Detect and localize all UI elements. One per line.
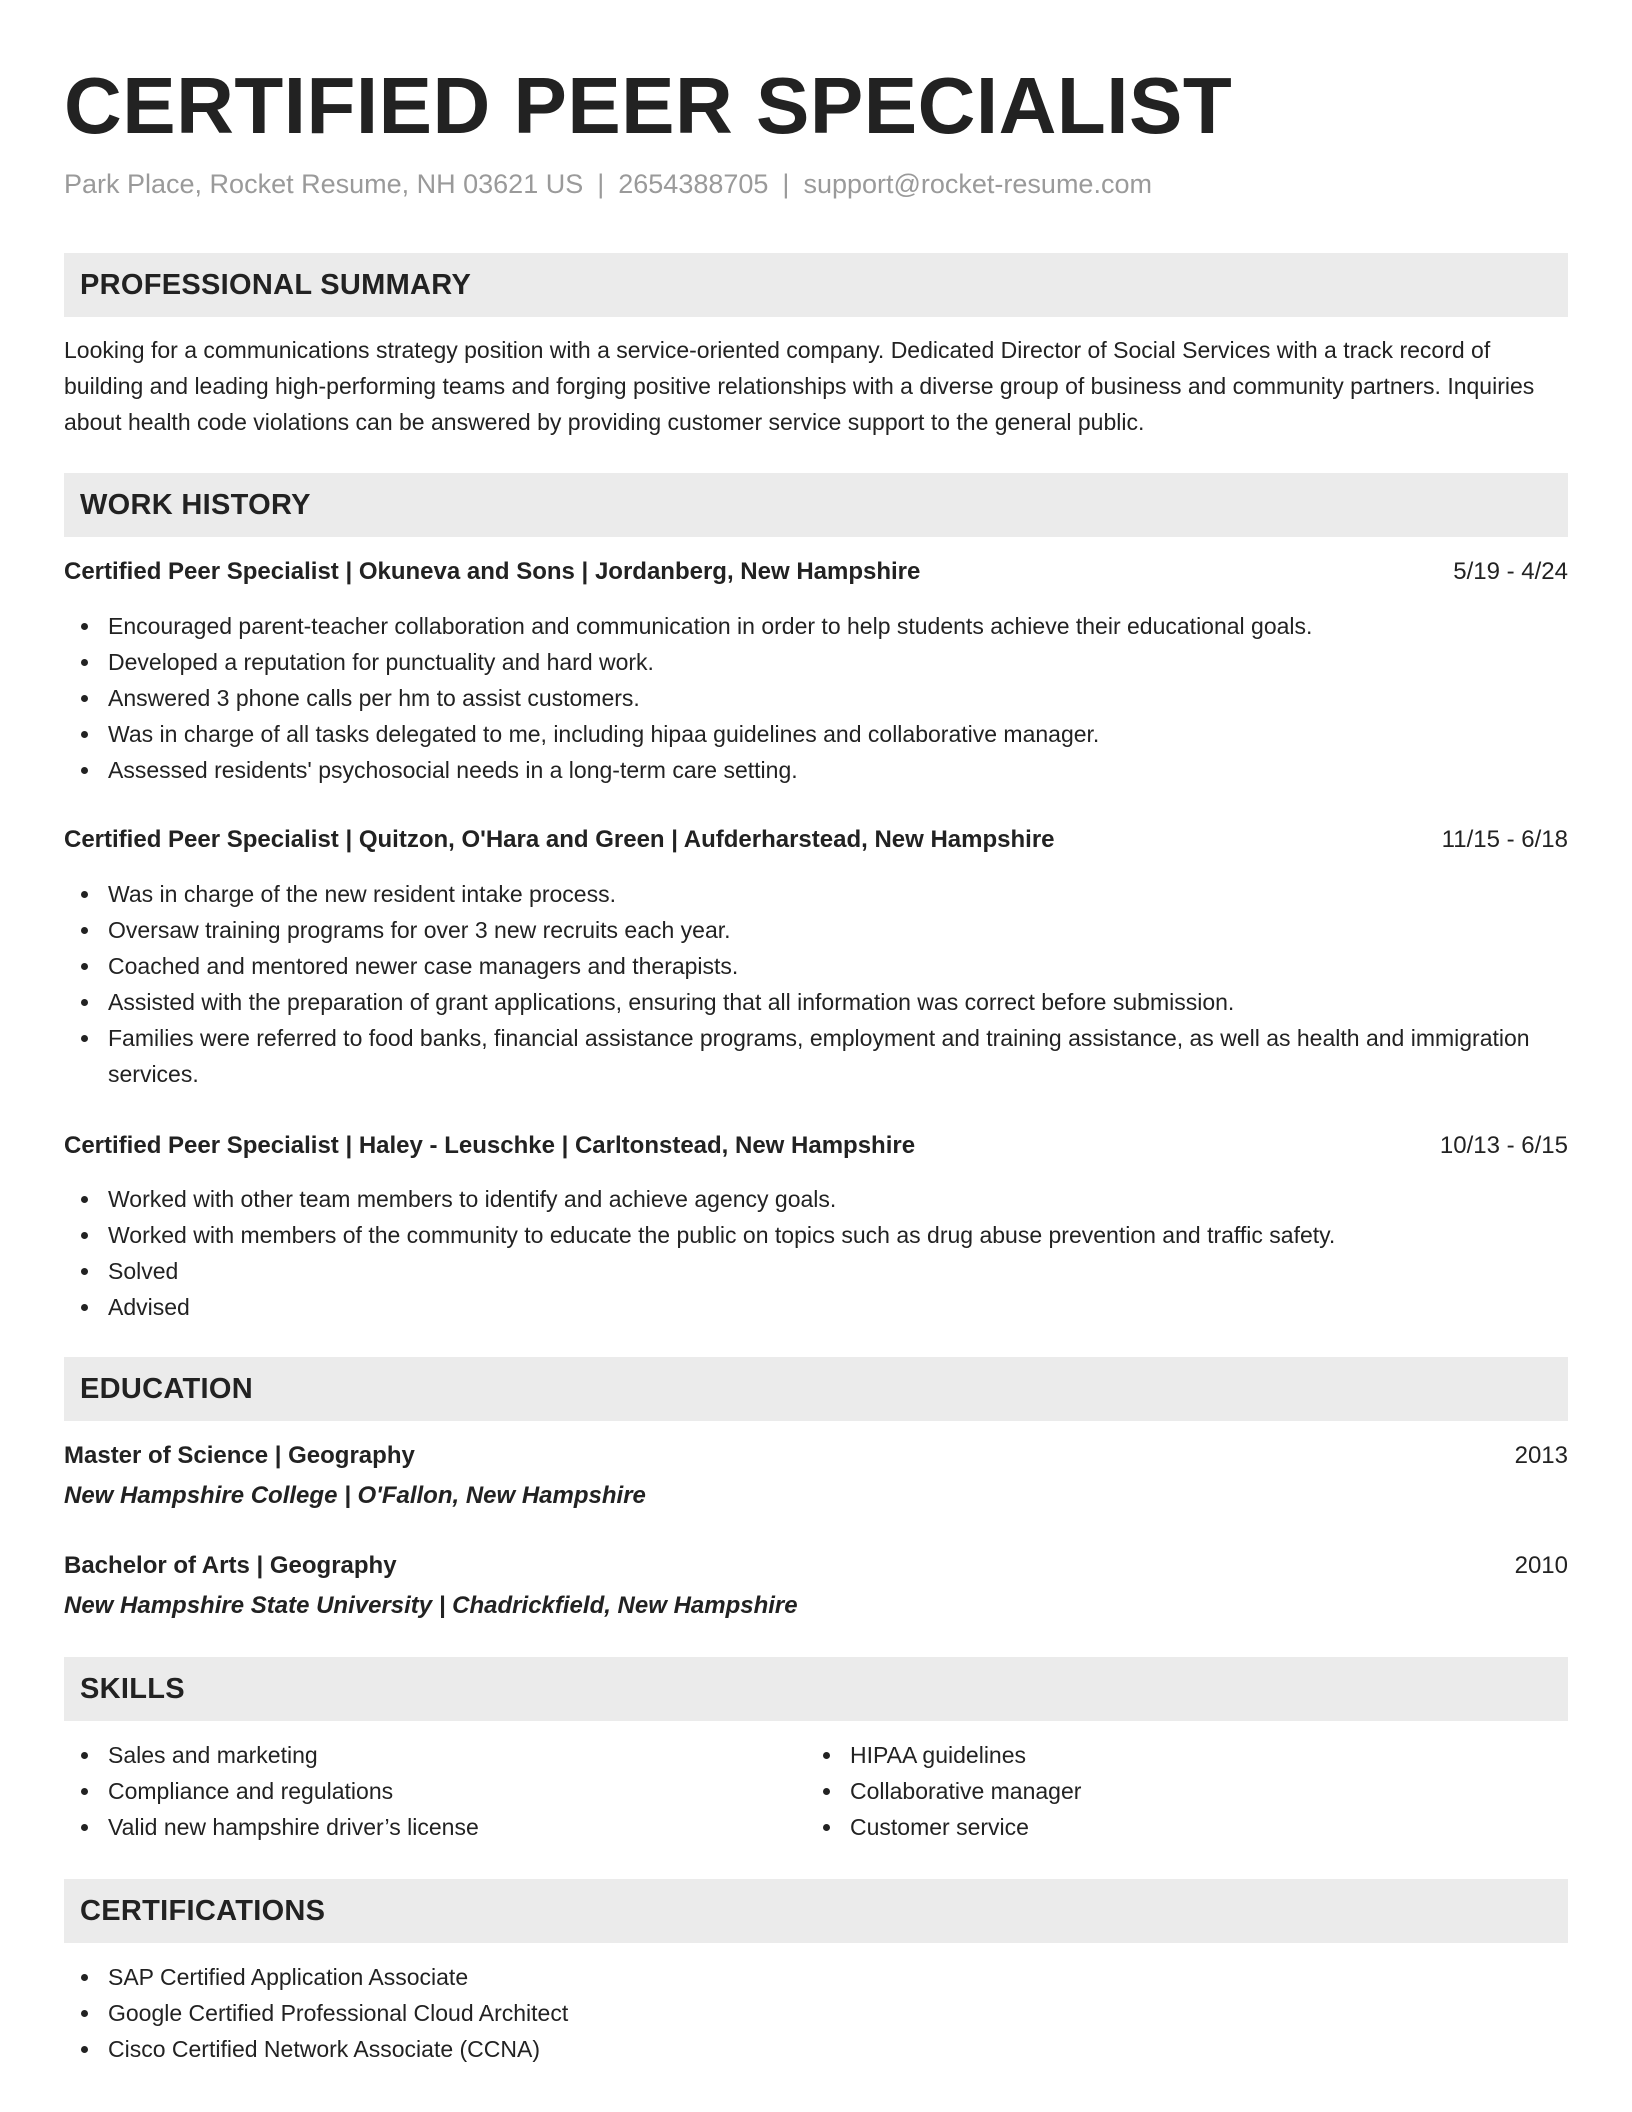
contact-email: support@rocket-resume.com <box>803 169 1152 199</box>
contact-separator: | <box>782 169 790 199</box>
education-school: New Hampshire State University | Chadrickfield, New Hampshire <box>64 1592 798 1619</box>
job-bullets <box>64 608 1568 788</box>
education-degree: Master of Science | Geography <box>64 1442 415 1469</box>
list-item: Google Certified Professional Cloud Architect <box>64 1995 1568 2031</box>
job-title: Certified Peer Specialist | Quitzon, O'Hara and Green | Aufderharstead, New Hampshire <box>64 826 1055 853</box>
list-item: Sales and marketing <box>64 1737 784 1773</box>
certifications-list <box>64 1959 1568 2067</box>
job-bullets <box>64 876 1568 1092</box>
job-title: Certified Peer Specialist | Okuneva and Sons | Jordanberg, New Hampshire <box>64 558 921 585</box>
list-item: Collaborative manager <box>806 1773 1526 1809</box>
section-header-education <box>64 1357 1568 1421</box>
job-title-row <box>64 554 1568 590</box>
summary-text: Looking for a communications strategy position with a service-oriented company. Dedicated Director of Social Services with a track record of building and leading high-performing teams and forging positive relationships with a diverse group of business and community partners. Inquiries about health code violations can be answered by providing customer service support to the general public. <box>64 337 1535 435</box>
list-item: Worked with members of the community to educate the public on topics such as drug abuse prevention and traffic safety. <box>64 1217 1568 1253</box>
list-item: Customer service <box>806 1809 1526 1845</box>
list-item: HIPAA guidelines <box>806 1737 1526 1773</box>
skills-list-left <box>64 1737 784 1845</box>
education-year: 2010 <box>1514 1552 1568 1579</box>
education-row <box>64 1438 1568 1474</box>
section-header-certifications <box>64 1879 1568 1943</box>
list-item: Was in charge of the new resident intake process. <box>64 876 1568 912</box>
section-title: CERTIFICATIONS <box>80 1894 326 1927</box>
job-title-row <box>64 1128 1568 1164</box>
education-year: 2013 <box>1514 1442 1568 1469</box>
contact-address: Park Place, Rocket Resume, NH 03621 US <box>64 169 584 199</box>
list-item: Worked with other team members to identify and achieve agency goals. <box>64 1181 1568 1217</box>
list-item: Answered 3 phone calls per hm to assist customers. <box>64 680 1568 716</box>
list-item: Assisted with the preparation of grant applications, ensuring that all information was correct before submission. <box>64 984 1568 1020</box>
education-row <box>64 1548 1568 1584</box>
contact-line <box>64 166 1152 202</box>
list-item: Advised <box>64 1289 1568 1325</box>
job-bullets <box>64 1181 1568 1325</box>
section-title: PROFESSIONAL SUMMARY <box>80 268 472 301</box>
section-title: EDUCATION <box>80 1372 253 1405</box>
list-item: Encouraged parent-teacher collaboration and communication in order to help students achieve their educational goals. <box>64 608 1568 644</box>
section-header-work-history <box>64 473 1568 537</box>
list-item: Solved <box>64 1253 1568 1289</box>
candidate-name: CERTIFIED PEER SPECIALIST <box>64 61 1233 150</box>
section-header-skills <box>64 1657 1568 1721</box>
skills-list-right <box>806 1737 1526 1845</box>
job-dates: 11/15 - 6/18 <box>1441 826 1568 853</box>
list-item: SAP Certified Application Associate <box>64 1959 1568 1995</box>
list-item: Families were referred to food banks, financial assistance programs, employment and training assistance, as well as health and immigration services. <box>64 1020 1568 1092</box>
list-item: Cisco Certified Network Associate (CCNA) <box>64 2031 1568 2067</box>
section-header-summary <box>64 253 1568 317</box>
list-item: Developed a reputation for punctuality and hard work. <box>64 644 1568 680</box>
list-item: Valid new hampshire driver’s license <box>64 1809 784 1845</box>
education-school: New Hampshire College | O'Fallon, New Hampshire <box>64 1482 646 1509</box>
job-title: Certified Peer Specialist | Haley - Leuschke | Carltonstead, New Hampshire <box>64 1132 916 1159</box>
list-item: Coached and mentored newer case managers and therapists. <box>64 948 1568 984</box>
list-item: Assessed residents' psychosocial needs in a long-term care setting. <box>64 752 1568 788</box>
contact-phone: 2654388705 <box>618 169 769 199</box>
section-title: SKILLS <box>80 1672 185 1705</box>
list-item: Compliance and regulations <box>64 1773 784 1809</box>
list-item: Oversaw training programs for over 3 new recruits each year. <box>64 912 1568 948</box>
education-degree: Bachelor of Arts | Geography <box>64 1552 397 1579</box>
job-title-row <box>64 822 1568 858</box>
section-title: WORK HISTORY <box>80 488 311 521</box>
job-dates: 10/13 - 6/15 <box>1439 1132 1568 1159</box>
list-item: Was in charge of all tasks delegated to me, including hipaa guidelines and collaborative manager. <box>64 716 1568 752</box>
job-dates: 5/19 - 4/24 <box>1453 558 1568 585</box>
contact-separator: | <box>597 169 605 199</box>
